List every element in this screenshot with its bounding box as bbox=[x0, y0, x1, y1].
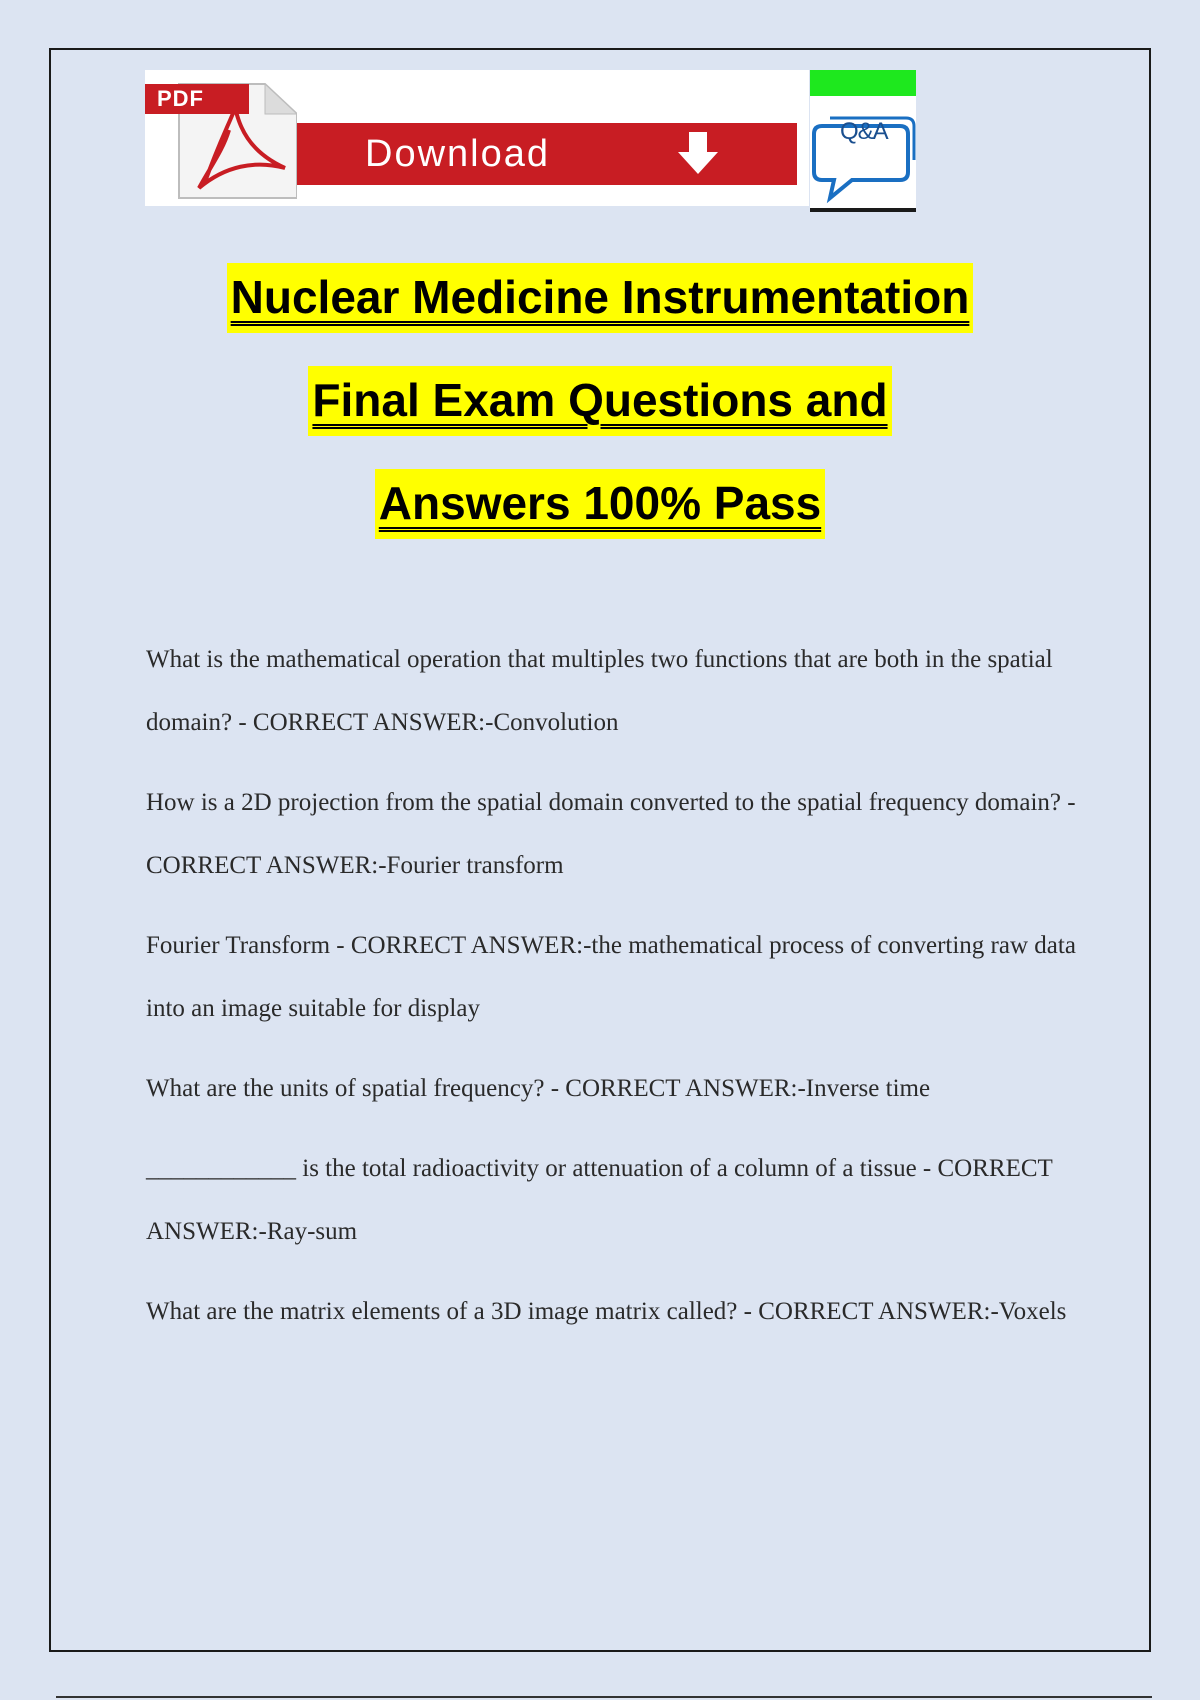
title-line-2 bbox=[60, 349, 1140, 452]
qa-item: What are the units of spatial frequency? - CORRECT ANSWER:-Inverse time bbox=[146, 1075, 931, 1102]
qa-label: Q&A bbox=[840, 118, 888, 145]
chat-bubble-icon bbox=[812, 98, 916, 206]
qa-item: ____________ is the total radioactivity or attenuation of a column of a tissue - CORRECT ANSWER:-Ray-sum bbox=[146, 1155, 1053, 1245]
question-answer-list bbox=[146, 628, 1076, 1360]
download-label: Download bbox=[365, 133, 550, 175]
qa-underline bbox=[810, 208, 916, 212]
qa-item: What is the mathematical operation that multiples two functions that are both in the spatial domain? - CORRECT ANSWER:-Convolution bbox=[146, 646, 1053, 736]
title-line-3 bbox=[60, 452, 1140, 555]
title-line-1 bbox=[60, 246, 1140, 349]
qa-badge bbox=[810, 70, 916, 212]
pdf-download-banner[interactable] bbox=[145, 70, 809, 206]
qa-item: How is a 2D projection from the spatial domain converted to the spatial frequency domain? - CORRECT ANSWER:-Fourier transform bbox=[146, 789, 1076, 879]
document-title bbox=[60, 246, 1140, 555]
qa-green-strip bbox=[810, 70, 916, 96]
pdf-tag: PDF bbox=[145, 84, 249, 114]
title-text-2: Final Exam Questions and bbox=[308, 366, 891, 436]
title-text-3: Answers 100% Pass bbox=[375, 469, 825, 539]
title-text-1: Nuclear Medicine Instrumentation bbox=[227, 263, 974, 333]
qa-item: Fourier Transform - CORRECT ANSWER:-the mathematical process of converting raw data into an image suitable for display bbox=[146, 932, 1076, 1022]
download-arrow-icon bbox=[675, 130, 721, 180]
qa-item: What are the matrix elements of a 3D image matrix called? - CORRECT ANSWER:-Voxels bbox=[146, 1298, 1067, 1325]
bottom-rule bbox=[56, 1696, 1152, 1698]
